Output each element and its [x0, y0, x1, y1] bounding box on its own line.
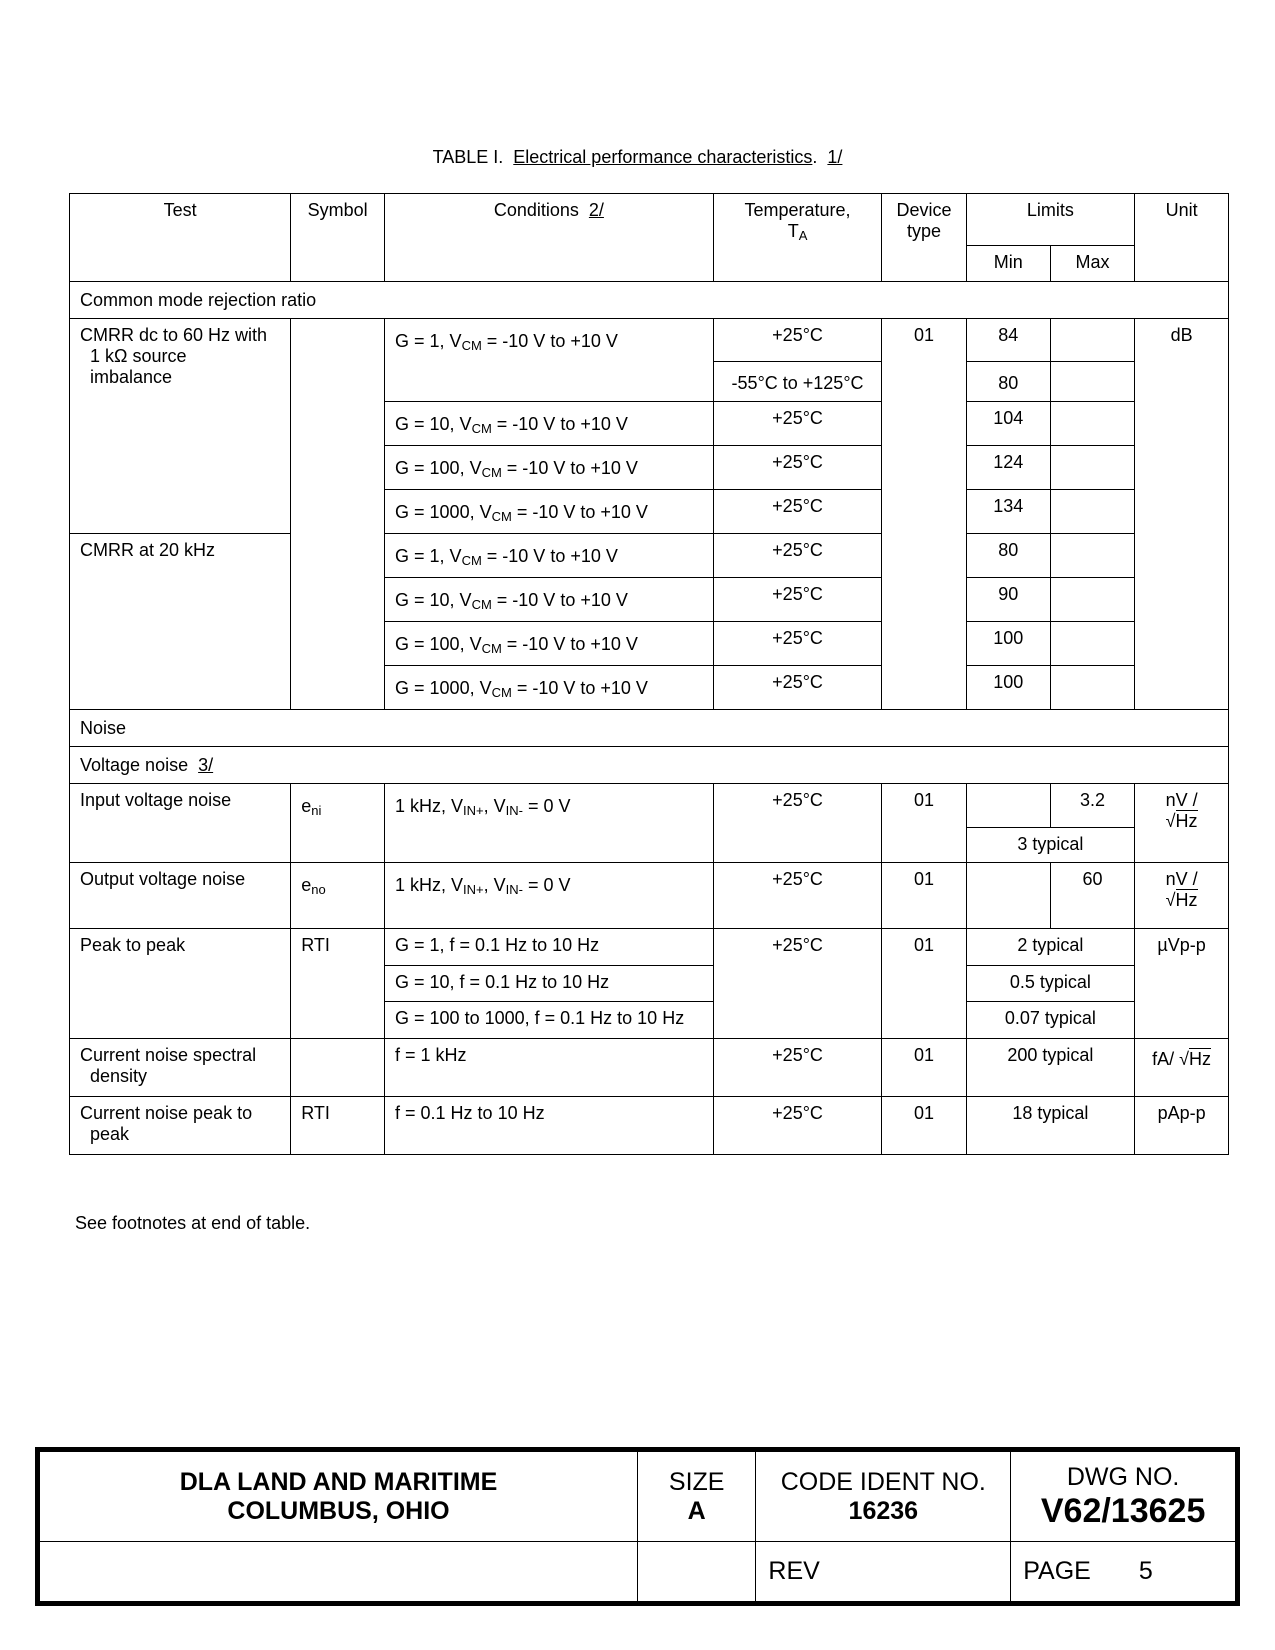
- symbol-current-density: [291, 1039, 385, 1097]
- device-peak: 01: [882, 929, 966, 1039]
- symbol-cmrr: [291, 319, 385, 710]
- performance-table: [69, 193, 1229, 1155]
- limit-current-peak: 18 typical: [966, 1097, 1135, 1155]
- blank-cell-2: [638, 1542, 756, 1604]
- cond-peak-1: G = 10, f = 0.1 Hz to 10 Hz: [385, 966, 714, 1002]
- temp-current-peak: +25°C: [713, 1097, 882, 1155]
- symbol-output-noise: $e_{no}$: [291, 863, 385, 929]
- cond-cmrr-0: G = 1, $V_{CM} = -10$ V to +10 V: [385, 319, 714, 402]
- temp-peak: +25°C: [713, 929, 882, 1039]
- header-test: Test: [70, 194, 291, 282]
- test-current-peak: Current noise peak to peak: [70, 1097, 291, 1155]
- footnote-reference: See footnotes at end of table.: [75, 1213, 311, 1233]
- device-cmrr: 01: [882, 319, 966, 710]
- unit-cmrr: dB: [1135, 319, 1229, 710]
- cond-cmrr-7: G = 100, $V_{CM} = -10$ V to +10 V: [385, 622, 714, 666]
- temp-cmrr-5: +25°C: [713, 534, 882, 578]
- header-limits: Limits: [966, 194, 1135, 246]
- device-input-noise: 01: [882, 784, 966, 863]
- temp-cmrr-3: +25°C: [713, 446, 882, 490]
- temp-input-noise: +25°C: [713, 784, 882, 863]
- min-cmrr-1: 80: [966, 362, 1050, 402]
- temp-cmrr-6: +25°C: [713, 578, 882, 622]
- temp-cmrr-0: +25°C: [713, 319, 882, 362]
- device-output-noise: 01: [882, 863, 966, 929]
- size-cell: SIZE A: [638, 1450, 756, 1542]
- table-caption: TABLE I. Electrical performance characteristics. 1/: [432, 147, 843, 167]
- dwg-no-cell: DWG NO. V62/13625: [1011, 1450, 1238, 1542]
- symbol-peak: RTI: [291, 929, 385, 1039]
- header-unit: Unit: [1135, 194, 1229, 282]
- max-cmrr-0: [1050, 319, 1134, 362]
- min-output-noise: [966, 863, 1050, 929]
- caption-note-ref: 1/: [827, 147, 843, 167]
- max-cmrr-5: [1050, 534, 1134, 578]
- max-input-noise: 3.2: [1050, 784, 1134, 828]
- header-device-type: Device type: [882, 194, 966, 282]
- rev-label: REV: [756, 1542, 1011, 1604]
- test-output-noise: Output voltage noise: [70, 863, 291, 929]
- cond-current-density: f = 1 kHz: [385, 1039, 714, 1097]
- device-current-peak: 01: [882, 1097, 966, 1155]
- symbol-current-peak: RTI: [291, 1097, 385, 1155]
- max-cmrr-6: [1050, 578, 1134, 622]
- test-input-noise: Input voltage noise: [70, 784, 291, 863]
- min-cmrr-8: 100: [966, 666, 1050, 710]
- max-cmrr-4: [1050, 490, 1134, 534]
- unit-input-noise: nV / √Hz: [1135, 784, 1229, 863]
- max-cmrr-8: [1050, 666, 1134, 710]
- page-cell: PAGE 5: [1011, 1542, 1238, 1604]
- min-cmrr-5: 80: [966, 534, 1050, 578]
- limit-current-density: 200 typical: [966, 1039, 1135, 1097]
- caption-prefix: TABLE I.: [432, 147, 504, 167]
- temp-cmrr-2: +25°C: [713, 402, 882, 446]
- min-cmrr-3: 124: [966, 446, 1050, 490]
- header-min: Min: [966, 246, 1050, 282]
- max-cmrr-3: [1050, 446, 1134, 490]
- limit-peak-1: 0.5 typical: [966, 966, 1135, 1002]
- symbol-input-noise: $e_{ni}$: [291, 784, 385, 863]
- limit-peak-2: 0.07 typical: [966, 1002, 1135, 1039]
- cond-cmrr-4: G = 1000, $V_{CM} = -10$ V to +10 V: [385, 490, 714, 534]
- cond-cmrr-5: G = 1, $V_{CM} = -10$ V to +10 V: [385, 534, 714, 578]
- title-block: [35, 1447, 1240, 1606]
- max-cmrr-1: [1050, 362, 1134, 402]
- min-cmrr-2: 104: [966, 402, 1050, 446]
- test-peak: Peak to peak: [70, 929, 291, 1039]
- min-cmrr-7: 100: [966, 622, 1050, 666]
- temp-cmrr-1: -55°C to +125°C: [713, 362, 882, 402]
- blank-cell: [38, 1542, 638, 1604]
- min-cmrr-0: 84: [966, 319, 1050, 362]
- device-current-density: 01: [882, 1039, 966, 1097]
- test-cmrr-dc: CMRR dc to 60 Hz with 1 kΩ source imbalance: [70, 319, 291, 534]
- header-symbol: Symbol: [291, 194, 385, 282]
- cond-peak-0: G = 1, f = 0.1 Hz to 10 Hz: [385, 929, 714, 966]
- test-cmrr-20khz: CMRR at 20 kHz: [70, 534, 291, 710]
- cond-cmrr-8: G = 1000, $V_{CM} = -10$ V to +10 V: [385, 666, 714, 710]
- temp-cmrr-4: +25°C: [713, 490, 882, 534]
- max-cmrr-7: [1050, 622, 1134, 666]
- cond-input-noise: 1 kHz, $V_{IN+}$, $V_{IN-} = 0$ V: [385, 784, 714, 863]
- max-output-noise: 60: [1050, 863, 1134, 929]
- unit-current-density: fA/ √Hz: [1135, 1039, 1229, 1097]
- section-voltage-noise: Voltage noise 3/: [70, 747, 1229, 784]
- code-ident-cell: CODE IDENT NO. 16236: [756, 1450, 1011, 1542]
- header-max: Max: [1050, 246, 1134, 282]
- cond-cmrr-3: G = 100, $V_{CM} = -10$ V to +10 V: [385, 446, 714, 490]
- header-conditions: Conditions 2/: [385, 194, 714, 282]
- cond-output-noise: 1 kHz, $V_{IN+}$, $V_{IN-} = 0$ V: [385, 863, 714, 929]
- test-current-density: Current noise spectral density: [70, 1039, 291, 1097]
- unit-peak: µVp-p: [1135, 929, 1229, 1039]
- min-cmrr-6: 90: [966, 578, 1050, 622]
- min-cmrr-4: 134: [966, 490, 1050, 534]
- org-name: DLA LAND AND MARITIME COLUMBUS, OHIO: [38, 1450, 638, 1542]
- temp-output-noise: +25°C: [713, 863, 882, 929]
- typical-input-noise: 3 typical: [966, 828, 1135, 863]
- cond-cmrr-2: G = 10, $V_{CM} = -10$ V to +10 V: [385, 402, 714, 446]
- cond-current-peak: f = 0.1 Hz to 10 Hz: [385, 1097, 714, 1155]
- header-temperature: Temperature, $T_A$: [713, 194, 882, 282]
- temp-cmrr-7: +25°C: [713, 622, 882, 666]
- min-input-noise: [966, 784, 1050, 828]
- caption-title: Electrical performance characteristics: [513, 147, 813, 167]
- temp-cmrr-8: +25°C: [713, 666, 882, 710]
- section-noise: Noise: [70, 710, 1229, 747]
- unit-current-peak: pAp-p: [1135, 1097, 1229, 1155]
- cond-peak-2: G = 100 to 1000, f = 0.1 Hz to 10 Hz: [385, 1002, 714, 1039]
- max-cmrr-2: [1050, 402, 1134, 446]
- cond-cmrr-6: G = 10, $V_{CM} = -10$ V to +10 V: [385, 578, 714, 622]
- unit-output-noise: nV / √Hz: [1135, 863, 1229, 929]
- limit-peak-0: 2 typical: [966, 929, 1135, 966]
- temp-current-density: +25°C: [713, 1039, 882, 1097]
- section-cmrr: Common mode rejection ratio: [70, 282, 1229, 319]
